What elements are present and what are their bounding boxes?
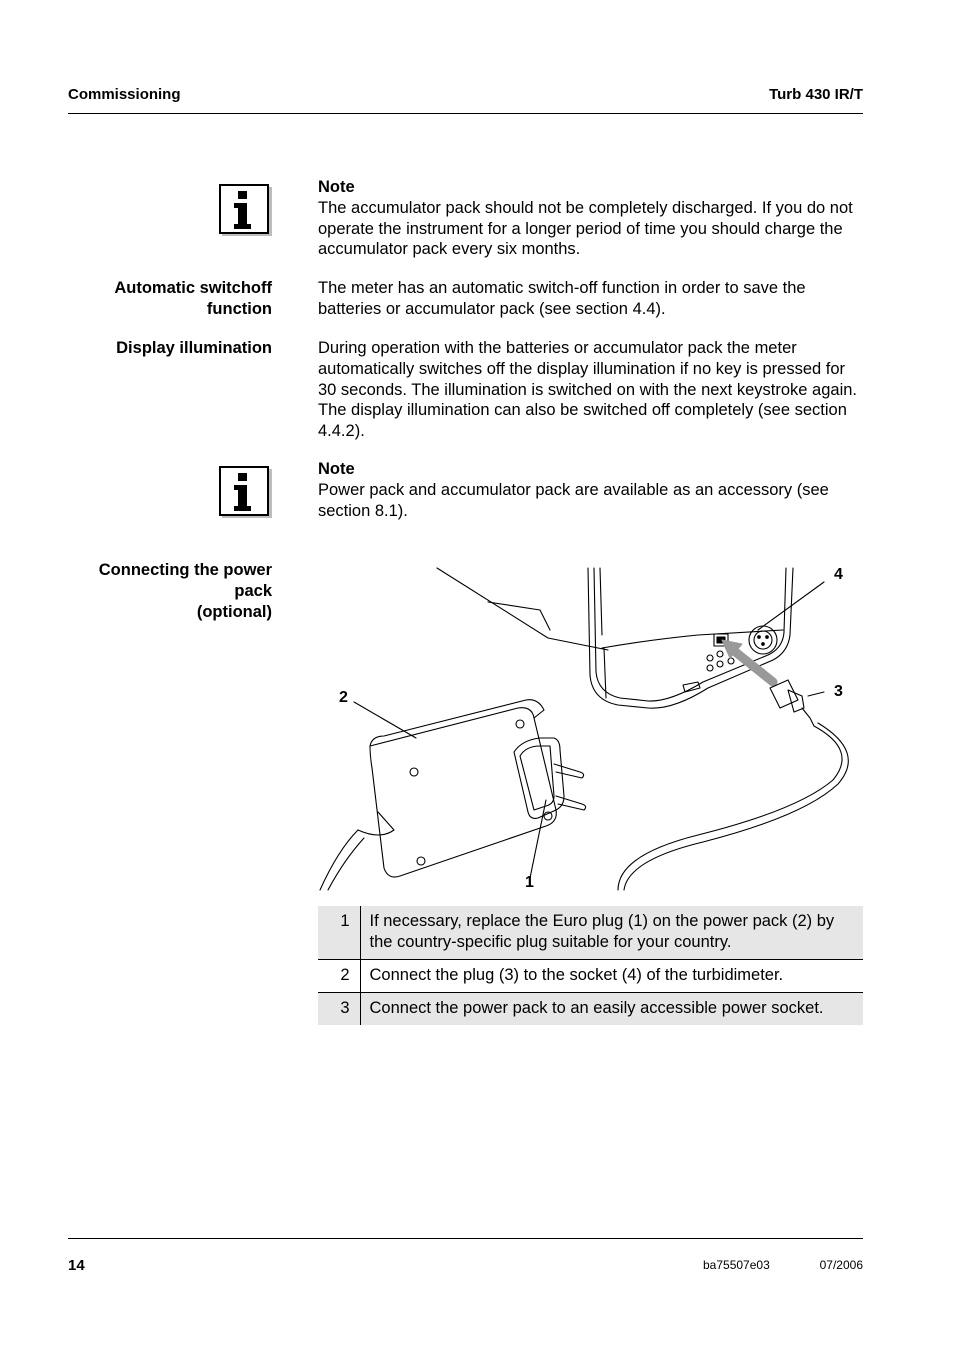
power-pack-label-line2: (optional) — [196, 603, 272, 621]
power-pack-label — [60, 560, 272, 623]
note-1-text: The accumulator pack should not be completely discharged. If you do not operate the instrument for a longer period of time you should charge the accumulator pack every six months. — [318, 198, 853, 259]
note-1-title: Note — [318, 178, 355, 196]
note-1 — [318, 177, 866, 260]
note-2 — [318, 459, 866, 521]
power-pack-illustration — [318, 560, 863, 895]
callout-4: 4 — [834, 566, 843, 583]
header-product: Turb 430 IR/T — [769, 86, 863, 103]
step-number: 1 — [318, 906, 360, 960]
info-icon — [219, 184, 272, 236]
step-text: Connect the power pack to an easily accessible power socket. — [360, 993, 863, 1026]
table-row — [318, 906, 863, 960]
auto-switchoff-text: The meter has an automatic switch-off function in order to save the batteries or accumulator pack (see section 4.4). — [318, 279, 806, 318]
step-text: Connect the plug (3) to the socket (4) of the turbidimeter. — [360, 960, 863, 993]
callout-3: 3 — [834, 683, 843, 700]
steps-table — [318, 906, 863, 1025]
note-2-title: Note — [318, 460, 355, 478]
table-row — [318, 960, 863, 993]
document-id: ba75507e03 — [703, 1258, 770, 1272]
power-pack-label-line1: Connecting the power pack — [98, 561, 272, 600]
header-section: Commissioning — [68, 86, 181, 103]
step-number: 2 — [318, 960, 360, 993]
table-row — [318, 993, 863, 1026]
callout-2: 2 — [339, 689, 348, 706]
page-number: 14 — [68, 1257, 85, 1274]
footer-rule — [68, 1238, 863, 1239]
header-rule — [68, 113, 863, 114]
callout-1: 1 — [525, 874, 534, 891]
note-2-text: Power pack and accumulator pack are available as an accessory (see section 8.1). — [318, 480, 829, 520]
auto-switchoff-label: Automatic switchoff function — [114, 279, 272, 318]
display-illumination-text: During operation with the batteries or accumulator pack the meter automatically switches off the display illumination if no key is pressed for 30 seconds. The illumination is switched on with the next keystroke again. The display illumination can also be switched off completely (see section 4.4.2). — [318, 339, 857, 441]
step-text: If necessary, replace the Euro plug (1) on the power pack (2) by the country-specific plug suitable for your country. — [360, 906, 863, 960]
document-date: 07/2006 — [819, 1258, 863, 1272]
info-icon — [219, 466, 272, 518]
display-illumination-label: Display illumination — [116, 339, 272, 357]
step-number: 3 — [318, 993, 360, 1026]
